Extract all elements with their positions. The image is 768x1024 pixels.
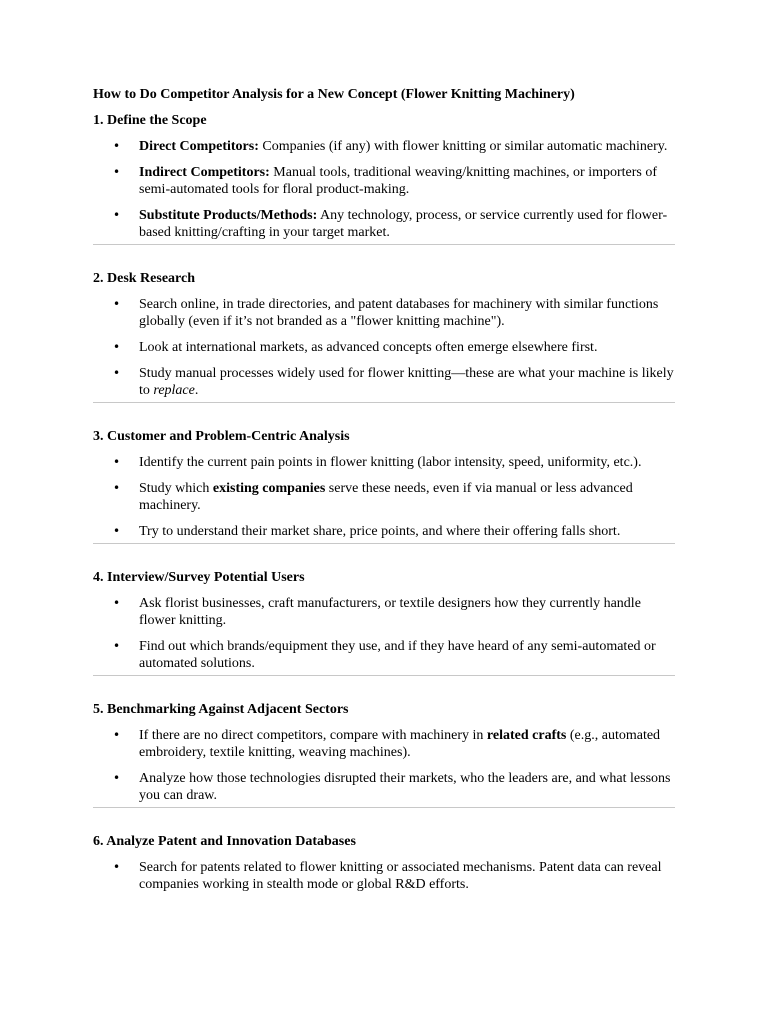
list-item — [93, 138, 675, 155]
item-text: Analyze how those technologies disrupted their markets, who the leaders are, and what lessons you can draw. — [139, 771, 671, 803]
item-text: Ask florist businesses, craft manufacturers, or textile designers how they currently handle flower knitting. — [139, 596, 641, 628]
item-text: Manual tools, traditional weaving/knitting machines, or importers of semi-automated tools for floral product-making. — [139, 165, 658, 197]
bullet-list — [93, 296, 675, 399]
bullet-list — [93, 595, 675, 672]
item-text: If there are no direct competitors, compare with machinery in — [139, 728, 487, 743]
section-heading: 2. Desk Research — [93, 271, 196, 286]
item-emphasis: replace — [153, 383, 195, 398]
item-text: Study which — [139, 481, 213, 496]
list-item — [93, 164, 675, 198]
list-item — [93, 365, 675, 399]
list-item — [93, 638, 675, 672]
section-heading: 6. Analyze Patent and Innovation Databases — [93, 834, 356, 849]
section-heading: 1. Define the Scope — [93, 113, 207, 128]
item-text: Companies (if any) with flower knitting or similar automatic machinery. — [258, 139, 668, 154]
list-item — [93, 727, 675, 761]
item-text: Study manual processes widely used for flower knitting—these are what your machine is likely to — [139, 366, 674, 398]
item-text-after: serve these needs, even if via manual or less advanced machinery. — [139, 481, 633, 513]
section-heading: 4. Interview/Survey Potential Users — [93, 570, 305, 585]
item-emphasis: existing companies — [212, 481, 326, 496]
item-text: Try to understand their market share, price points, and where their offering falls short. — [139, 524, 621, 539]
list-item — [93, 339, 675, 356]
section-divider — [93, 244, 675, 245]
bullet-list — [93, 727, 675, 804]
item-label: Substitute Products/Methods: — [139, 208, 318, 223]
item-text: Search for patents related to flower knitting or associated mechanisms. Patent data can reveal companies working in stealth mode or global R&D efforts. — [139, 860, 662, 892]
list-item — [93, 454, 675, 471]
section-divider — [93, 402, 675, 403]
list-item — [93, 523, 675, 540]
section-heading: 5. Benchmarking Against Adjacent Sectors — [93, 702, 349, 717]
bullet-list — [93, 138, 675, 241]
item-emphasis: related crafts — [486, 728, 567, 743]
list-item — [93, 480, 675, 514]
section-heading: 3. Customer and Problem-Centric Analysis — [93, 429, 350, 444]
list-item — [93, 207, 675, 241]
list-item — [93, 770, 675, 804]
item-text: Find out which brands/equipment they use, and if they have heard of any semi-automated or automated solutions. — [139, 639, 656, 671]
section-divider — [93, 675, 675, 676]
document-title: How to Do Competitor Analysis for a New Concept (Flower Knitting Machinery) — [93, 87, 575, 102]
section-divider — [93, 543, 675, 544]
item-label: Direct Competitors: — [139, 139, 259, 154]
item-text: Look at international markets, as advanced concepts often emerge elsewhere first. — [139, 340, 598, 355]
list-item — [93, 296, 675, 330]
document-body — [93, 86, 675, 893]
item-text: Any technology, process, or service currently used for flower-based knitting/crafting in your target market. — [139, 208, 668, 240]
section-divider — [93, 807, 675, 808]
item-text: Identify the current pain points in flower knitting (labor intensity, speed, uniformity, etc.). — [139, 455, 642, 470]
bullet-list — [93, 454, 675, 540]
list-item — [93, 859, 675, 893]
list-item — [93, 595, 675, 629]
item-text: Search online, in trade directories, and patent databases for machinery with similar functions globally (even if it’s not branded as a "flower knitting machine"). — [139, 297, 659, 329]
item-text-after: (e.g., automated embroidery, textile knitting, weaving machines). — [139, 728, 661, 760]
item-text-after: . — [194, 383, 199, 398]
bullet-list — [93, 859, 675, 893]
item-label: Indirect Competitors: — [139, 165, 270, 180]
